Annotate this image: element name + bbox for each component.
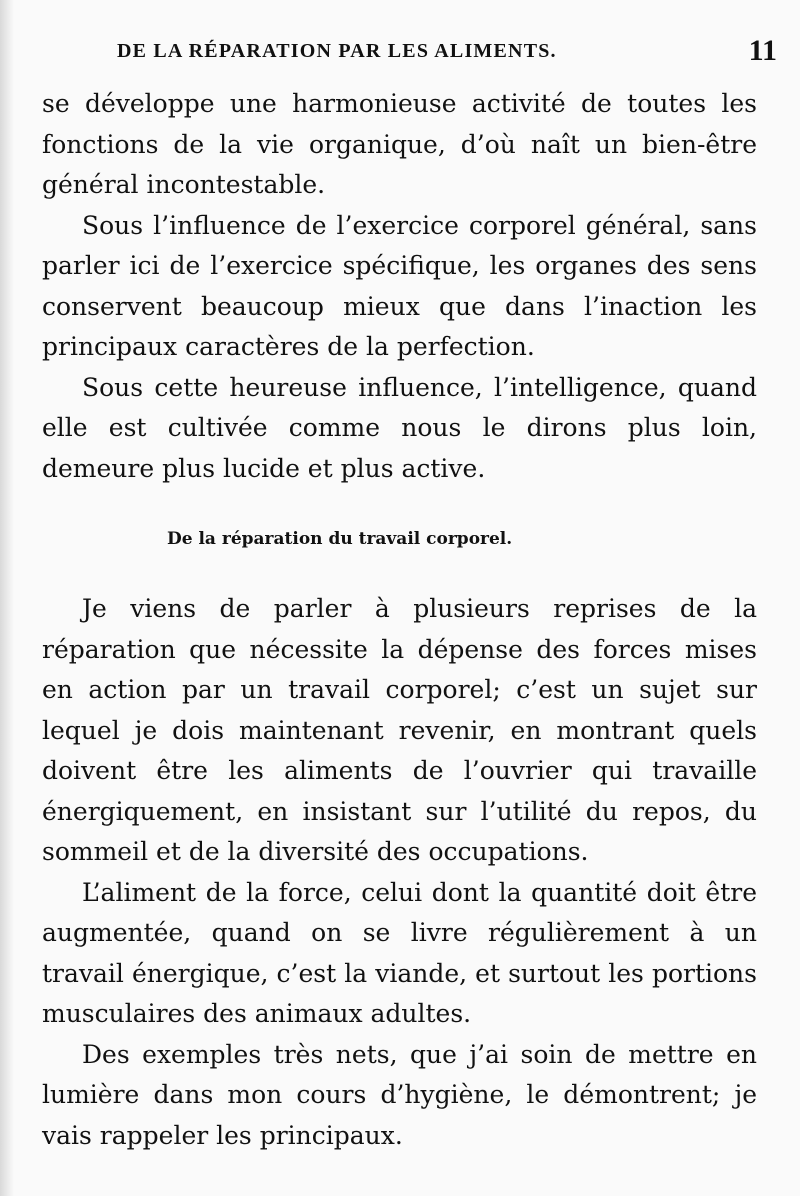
page-body: [42, 84, 757, 1156]
section-title: De la réparation du travail corporel.: [167, 529, 513, 549]
paragraph: Des exemples très nets, que j’ai soin de mettre en lumière dans mon cours d’hygiène, le démontrent; je vais rappeler les principaux.: [42, 1039, 757, 1150]
paragraph: Sous l’influence de l’exercice corporel général, sans parler ici de l’exercice spécifique, les organes des sens conservent beaucoup mieux que dans l’inaction les principaux caractères de la perfection.: [42, 210, 757, 361]
paragraph: se développe une harmonieuse activité de toutes les fonctions de la vie organique, d’où naît un bien-être général incontestable.: [42, 89, 757, 199]
page-header: [117, 36, 777, 76]
page-number: 11: [748, 34, 777, 67]
running-head: DE LA RÉPARATION PAR LES ALIMENTS.: [117, 40, 557, 62]
paragraph: L’aliment de la force, celui dont la quantité doit être augmentée, quand on se livre régulièrement à un travail énergique, c’est la viande, et surtout les portions musculaires des animaux adultes.: [42, 877, 757, 1028]
paragraph: Je viens de parler à plusieurs reprises de la réparation que nécessite la dépense des forces mises en action par un travail corporel; c’est un sujet sur lequel je dois maintenant revenir, en montrant quels doivent être les aliments de l’ouvrier qui travaille énergiquement, en insistant sur l’utilité du repos, du sommeil et de la diversité des occupations.: [42, 594, 757, 866]
paragraph: Sous cette heureuse influence, l’intelligence, quand elle est cultivée comme nous le dirons plus loin, demeure plus lucide et plus active.: [42, 372, 757, 483]
